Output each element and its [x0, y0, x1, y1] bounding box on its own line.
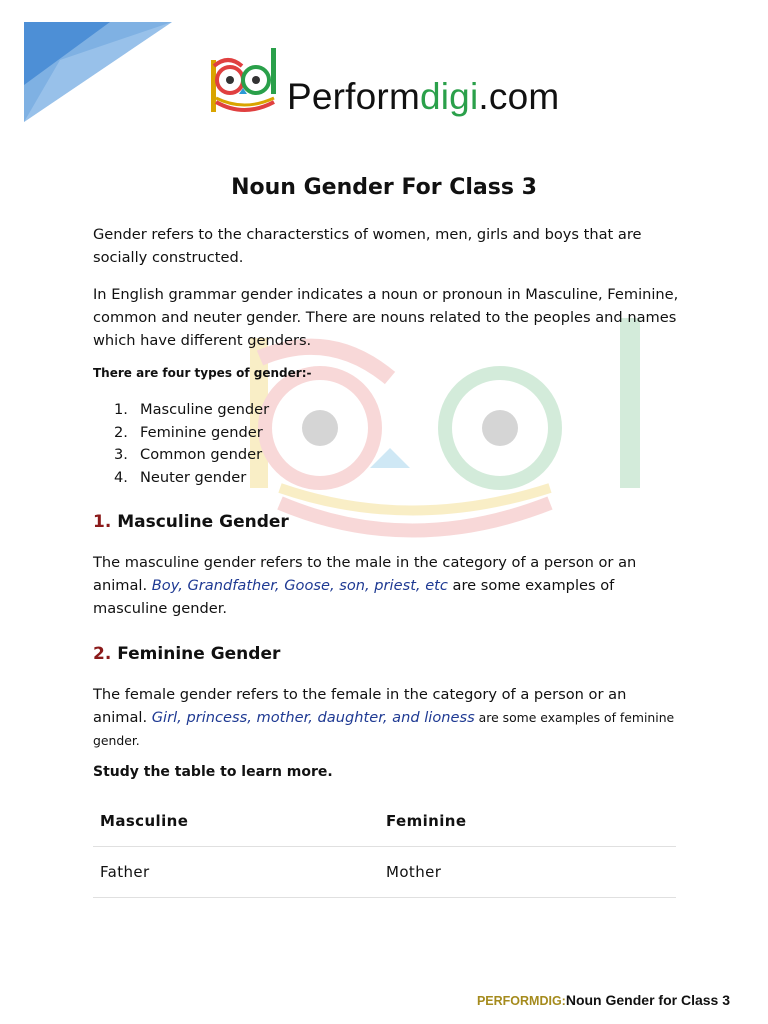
table-header-masculine: Masculine: [100, 812, 189, 830]
feminine-text-b: are some examples of feminine gender.: [93, 710, 675, 748]
masculine-heading: [93, 512, 289, 532]
list-item-label: Masculine gender: [140, 401, 270, 418]
gender-table: [93, 796, 676, 898]
intro-paragraph: Gender refers to the characterstics of women, men, girls and boys that are socially constructed.: [93, 226, 642, 266]
table-header-feminine: Feminine: [386, 812, 467, 830]
table-header-row: [93, 796, 676, 847]
feminine-heading-number: 2.: [93, 644, 112, 664]
footer-brand: PERFORMDIG:: [476, 994, 566, 1008]
types-note: There are four types of gender:-: [93, 366, 312, 380]
gender-types-list: [114, 399, 269, 489]
masculine-examples: Boy, Grandfather, Goose, son, priest, etc: [151, 577, 448, 594]
feminine-text-a: The female gender refers to the female in the category of a person or an animal.: [93, 686, 627, 726]
grammar-paragraph: In English grammar gender indicates a noun or pronoun in Masculine, Feminine, common and neuter gender. There are nouns related to the peoples and names which have different genders.: [93, 286, 679, 349]
logo-text-digi: digi: [419, 76, 479, 117]
table-cell-feminine: Mother: [386, 863, 442, 881]
list-item: [114, 422, 269, 445]
feminine-heading: [93, 644, 280, 664]
page-footer: [477, 992, 730, 1008]
performdigi-logo-icon: [208, 44, 284, 118]
footer-title: Noun Gender for Class 3: [565, 992, 730, 1008]
list-item: [114, 399, 269, 422]
feminine-paragraph: [93, 683, 683, 752]
list-item-number: 4.: [114, 468, 128, 486]
study-note: Study the table to learn more.: [93, 764, 333, 780]
masculine-text-b: are some examples of masculine gender.: [93, 577, 615, 617]
feminine-examples: Girl, princess, mother, daughter, and lioness: [151, 709, 475, 726]
table-row: [93, 847, 676, 898]
masculine-heading-text: Masculine Gender: [117, 512, 289, 532]
list-item-number: 3.: [114, 446, 128, 463]
masculine-paragraph: [93, 551, 683, 620]
list-item-number: 2.: [114, 423, 128, 441]
list-item-label: Feminine gender: [140, 423, 263, 441]
list-item-label: Neuter gender: [140, 468, 247, 486]
corner-decoration: [0, 0, 180, 125]
list-item-label: Common gender: [140, 446, 263, 463]
list-item-number: 1.: [114, 401, 128, 418]
list-item: [114, 467, 269, 490]
table-cell-masculine: Father: [100, 863, 150, 881]
site-logo-text[interactable]: [287, 76, 559, 118]
masculine-heading-number: 1.: [93, 512, 112, 532]
list-item: [114, 444, 269, 467]
page-title: Noun Gender For Class 3: [231, 175, 537, 200]
logo-text-perform: Perform: [287, 76, 420, 117]
feminine-heading-text: Feminine Gender: [117, 644, 281, 664]
masculine-text-a: The masculine gender refers to the male in the category of a person or an animal.: [93, 554, 637, 594]
logo-text-com: .com: [478, 76, 560, 117]
watermark-logo: [250, 318, 680, 548]
